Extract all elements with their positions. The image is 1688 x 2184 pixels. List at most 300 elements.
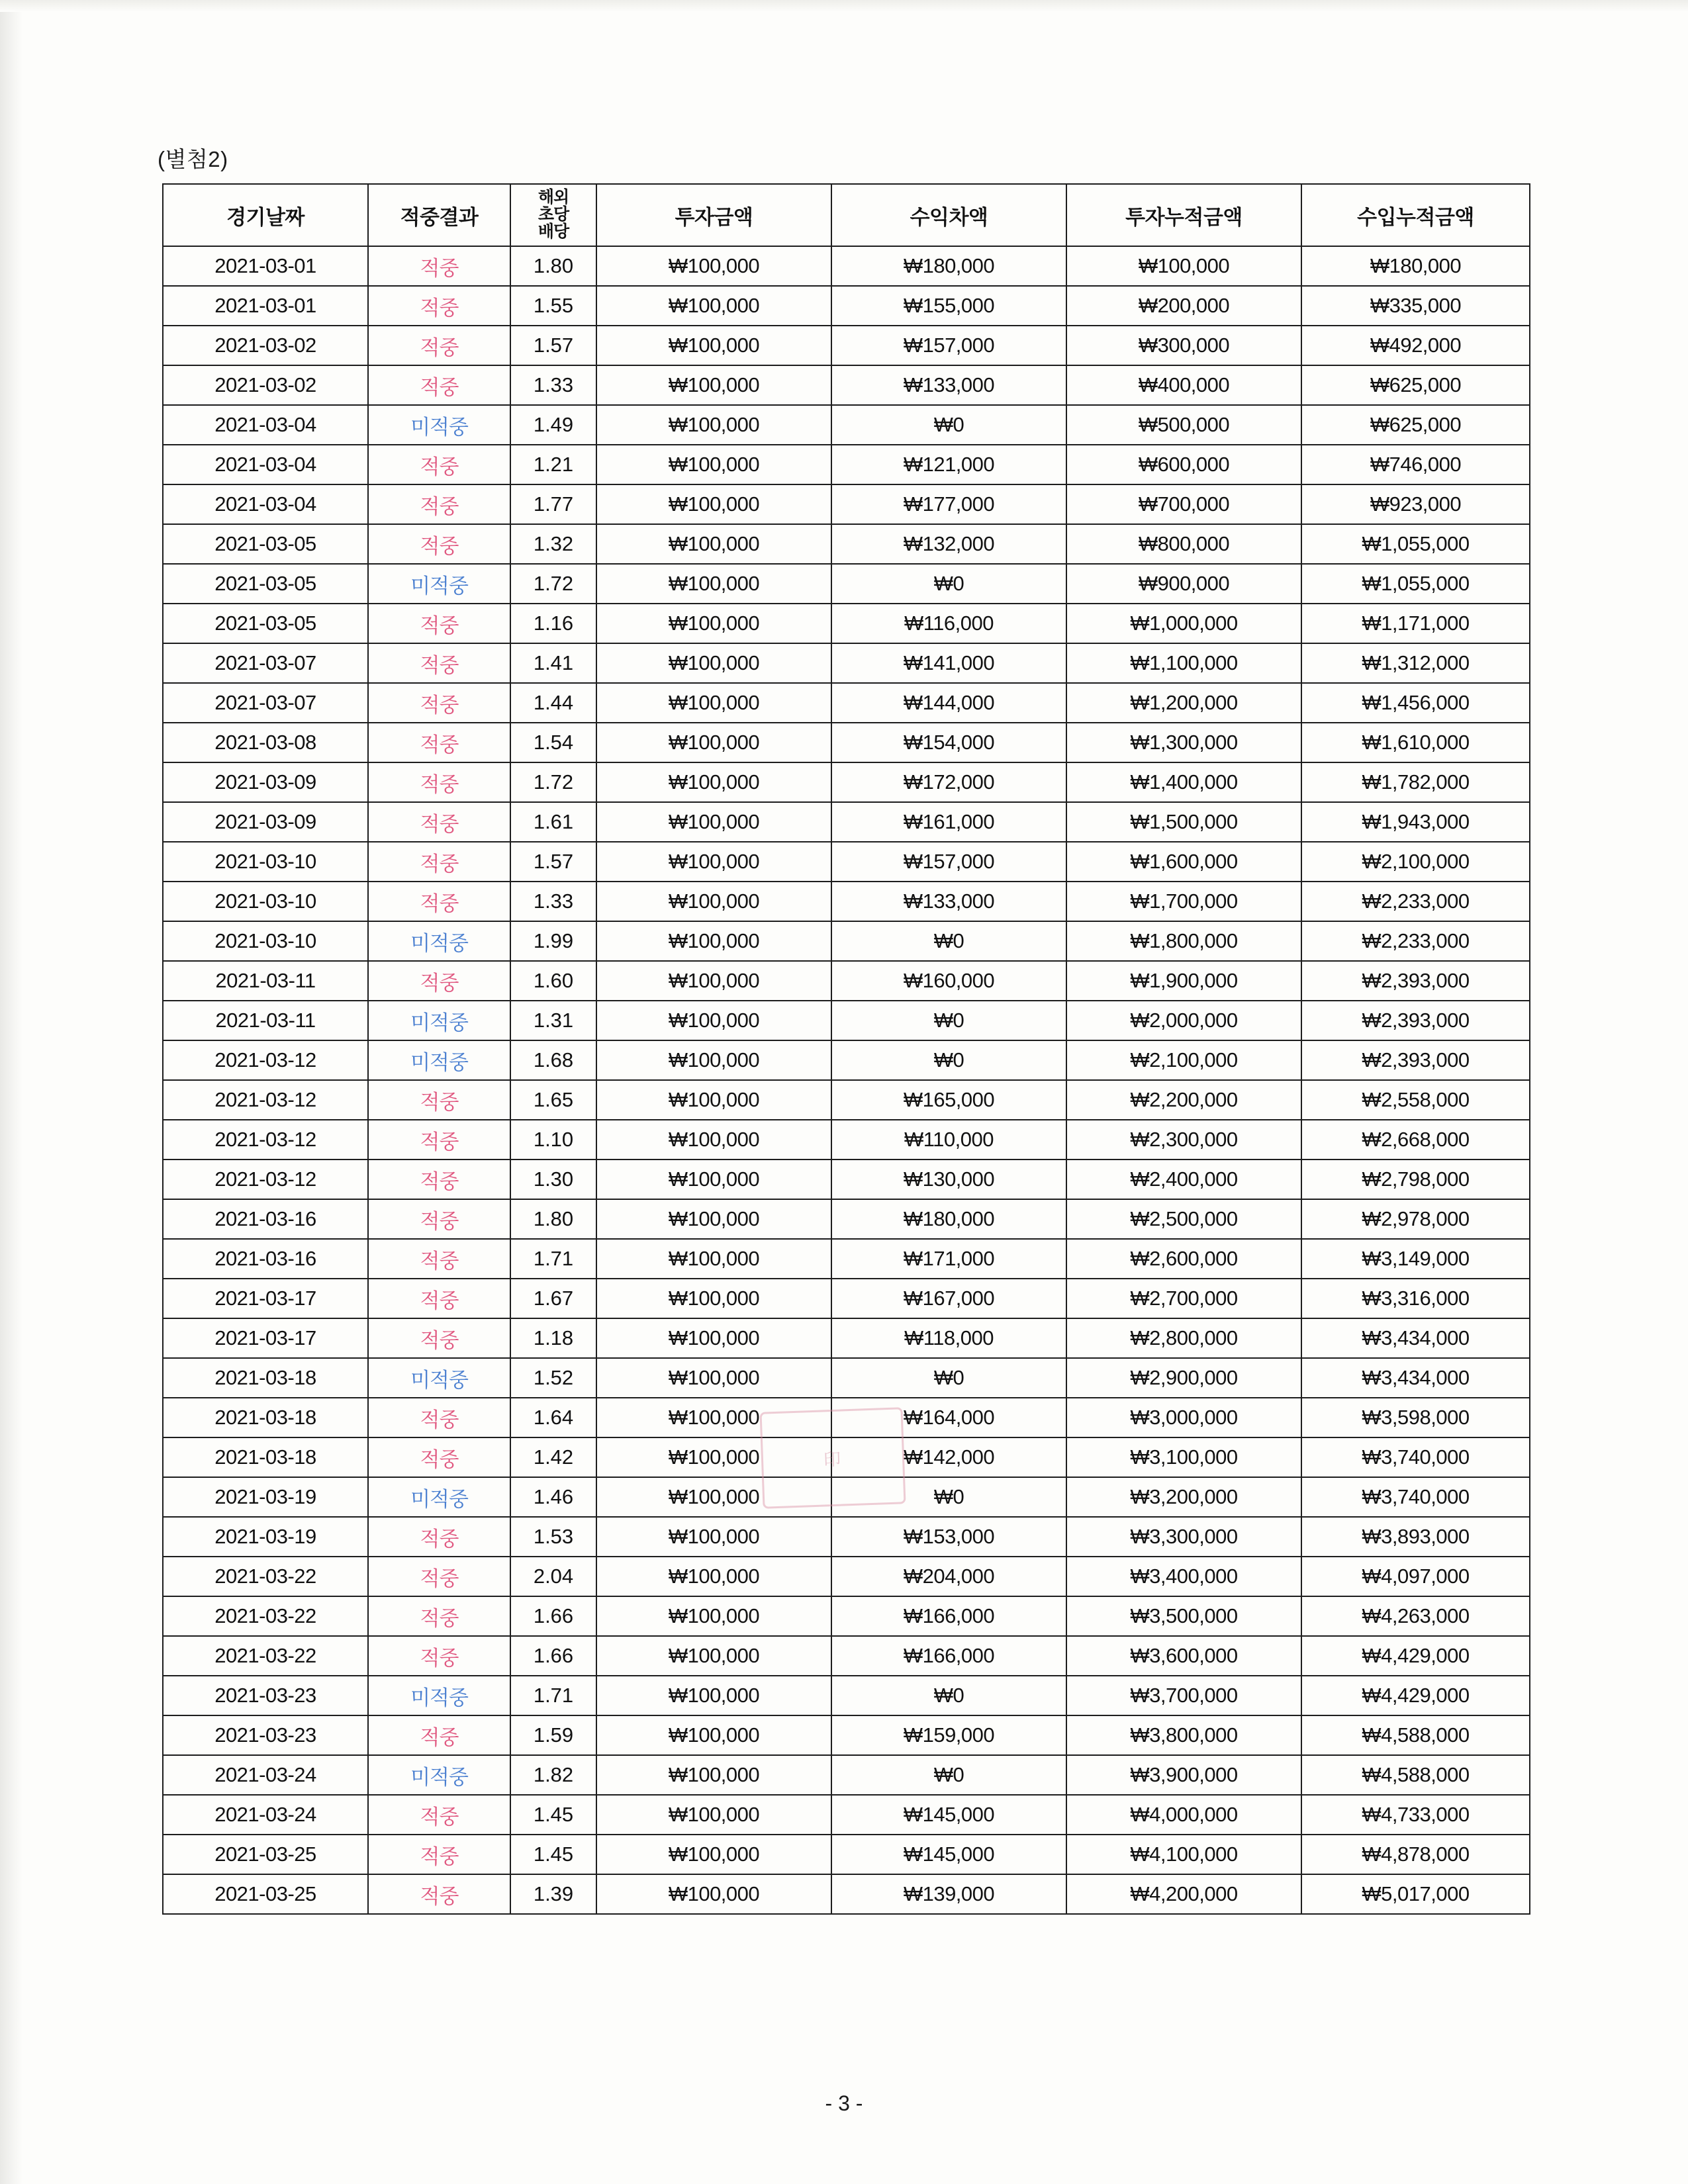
cell-date: 2021-03-17 — [163, 1318, 368, 1358]
cell-odds: 1.32 — [510, 524, 596, 564]
table-row — [163, 802, 1530, 842]
cell-date: 2021-03-25 — [163, 1835, 368, 1874]
cell-odds: 1.30 — [510, 1160, 596, 1199]
cell-profit: ₩157,000 — [831, 842, 1066, 882]
cell-profit: ₩180,000 — [831, 1199, 1066, 1239]
cell-date: 2021-03-02 — [163, 326, 368, 365]
cell-odds: 1.60 — [510, 961, 596, 1001]
cell-cumulative-bet: ₩3,000,000 — [1066, 1398, 1301, 1437]
table-row — [163, 1715, 1530, 1755]
cell-cumulative-income: ₩1,610,000 — [1301, 723, 1530, 762]
table-row — [163, 1636, 1530, 1676]
cell-bet-amount: ₩100,000 — [596, 365, 831, 405]
cell-date: 2021-03-02 — [163, 365, 368, 405]
cell-odds: 1.65 — [510, 1080, 596, 1120]
cell-result: 적중 — [368, 1160, 510, 1199]
cell-cumulative-income: ₩3,740,000 — [1301, 1477, 1530, 1517]
cell-cumulative-bet: ₩2,300,000 — [1066, 1120, 1301, 1160]
cell-bet-amount: ₩100,000 — [596, 1676, 831, 1715]
cell-odds: 1.77 — [510, 484, 596, 524]
cell-profit: ₩154,000 — [831, 723, 1066, 762]
cell-cumulative-income: ₩2,558,000 — [1301, 1080, 1530, 1120]
cell-cumulative-bet: ₩3,600,000 — [1066, 1636, 1301, 1676]
cell-profit: ₩118,000 — [831, 1318, 1066, 1358]
column-header-cumulative-bet: 투자누적금액 — [1066, 184, 1301, 246]
cell-odds: 1.66 — [510, 1596, 596, 1636]
cell-cumulative-bet: ₩2,400,000 — [1066, 1160, 1301, 1199]
cell-date: 2021-03-12 — [163, 1120, 368, 1160]
cell-bet-amount: ₩100,000 — [596, 1279, 831, 1318]
cell-cumulative-income: ₩1,456,000 — [1301, 683, 1530, 723]
cell-cumulative-bet: ₩1,000,000 — [1066, 604, 1301, 643]
cell-bet-amount: ₩100,000 — [596, 961, 831, 1001]
cell-cumulative-income: ₩4,588,000 — [1301, 1755, 1530, 1795]
cell-cumulative-bet: ₩600,000 — [1066, 445, 1301, 484]
cell-odds: 1.42 — [510, 1437, 596, 1477]
cell-result: 미적중 — [368, 1676, 510, 1715]
cell-cumulative-bet: ₩1,500,000 — [1066, 802, 1301, 842]
cell-result: 적중 — [368, 1199, 510, 1239]
cell-date: 2021-03-23 — [163, 1676, 368, 1715]
cell-bet-amount: ₩100,000 — [596, 1199, 831, 1239]
cell-date: 2021-03-08 — [163, 723, 368, 762]
cell-result: 미적중 — [368, 405, 510, 445]
cell-bet-amount: ₩100,000 — [596, 643, 831, 683]
cell-date: 2021-03-18 — [163, 1398, 368, 1437]
cell-cumulative-bet: ₩3,900,000 — [1066, 1755, 1301, 1795]
cell-bet-amount: ₩100,000 — [596, 1874, 831, 1914]
cell-profit: ₩0 — [831, 1676, 1066, 1715]
cell-cumulative-bet: ₩4,100,000 — [1066, 1835, 1301, 1874]
table-row — [163, 405, 1530, 445]
cell-profit: ₩0 — [831, 921, 1066, 961]
cell-profit: ₩165,000 — [831, 1080, 1066, 1120]
cell-bet-amount: ₩100,000 — [596, 762, 831, 802]
cell-odds: 1.99 — [510, 921, 596, 961]
column-header-odds-line2: 초당 — [538, 205, 569, 224]
table-row — [163, 1795, 1530, 1835]
cell-date: 2021-03-22 — [163, 1557, 368, 1596]
cell-cumulative-bet: ₩300,000 — [1066, 326, 1301, 365]
cell-cumulative-income: ₩2,978,000 — [1301, 1199, 1530, 1239]
cell-cumulative-bet: ₩4,200,000 — [1066, 1874, 1301, 1914]
cell-profit: ₩0 — [831, 1358, 1066, 1398]
cell-date: 2021-03-12 — [163, 1040, 368, 1080]
cell-cumulative-income: ₩746,000 — [1301, 445, 1530, 484]
cell-bet-amount: ₩100,000 — [596, 1437, 831, 1477]
cell-result: 적중 — [368, 882, 510, 921]
cell-odds: 1.80 — [510, 246, 596, 286]
cell-date: 2021-03-12 — [163, 1160, 368, 1199]
table-row — [163, 1755, 1530, 1795]
cell-bet-amount: ₩100,000 — [596, 683, 831, 723]
cell-cumulative-income: ₩2,233,000 — [1301, 882, 1530, 921]
cell-cumulative-bet: ₩3,400,000 — [1066, 1557, 1301, 1596]
ledger-table-container — [162, 183, 1483, 1915]
cell-cumulative-bet: ₩800,000 — [1066, 524, 1301, 564]
cell-bet-amount: ₩100,000 — [596, 802, 831, 842]
cell-profit: ₩180,000 — [831, 246, 1066, 286]
cell-profit: ₩204,000 — [831, 1557, 1066, 1596]
cell-date: 2021-03-25 — [163, 1874, 368, 1914]
cell-cumulative-bet: ₩900,000 — [1066, 564, 1301, 604]
column-header-profit: 수익차액 — [831, 184, 1066, 246]
cell-profit: ₩144,000 — [831, 683, 1066, 723]
cell-bet-amount: ₩100,000 — [596, 604, 831, 643]
table-row — [163, 921, 1530, 961]
cell-cumulative-bet: ₩3,300,000 — [1066, 1517, 1301, 1557]
cell-result: 적중 — [368, 524, 510, 564]
cell-profit: ₩133,000 — [831, 365, 1066, 405]
cell-cumulative-bet: ₩400,000 — [1066, 365, 1301, 405]
table-row — [163, 1676, 1530, 1715]
cell-bet-amount: ₩100,000 — [596, 445, 831, 484]
cell-odds: 1.49 — [510, 405, 596, 445]
cell-odds: 1.33 — [510, 365, 596, 405]
table-row — [163, 643, 1530, 683]
table-row — [163, 842, 1530, 882]
cell-date: 2021-03-07 — [163, 683, 368, 723]
cell-bet-amount: ₩100,000 — [596, 1477, 831, 1517]
cell-profit: ₩110,000 — [831, 1120, 1066, 1160]
cell-result: 적중 — [368, 246, 510, 286]
cell-date: 2021-03-16 — [163, 1239, 368, 1279]
table-row — [163, 1398, 1530, 1437]
cell-date: 2021-03-16 — [163, 1199, 368, 1239]
cell-cumulative-income: ₩335,000 — [1301, 286, 1530, 326]
cell-bet-amount: ₩100,000 — [596, 882, 831, 921]
cell-cumulative-bet: ₩2,600,000 — [1066, 1239, 1301, 1279]
cell-odds: 1.82 — [510, 1755, 596, 1795]
cell-profit: ₩160,000 — [831, 961, 1066, 1001]
cell-bet-amount: ₩100,000 — [596, 286, 831, 326]
cell-cumulative-income: ₩492,000 — [1301, 326, 1530, 365]
cell-profit: ₩139,000 — [831, 1874, 1066, 1914]
table-row — [163, 1160, 1530, 1199]
cell-date: 2021-03-05 — [163, 604, 368, 643]
cell-result: 적중 — [368, 1398, 510, 1437]
cell-cumulative-bet: ₩1,200,000 — [1066, 683, 1301, 723]
cell-bet-amount: ₩100,000 — [596, 1715, 831, 1755]
cell-bet-amount: ₩100,000 — [596, 1120, 831, 1160]
cell-result: 적중 — [368, 326, 510, 365]
cell-cumulative-income: ₩3,434,000 — [1301, 1318, 1530, 1358]
cell-profit: ₩0 — [831, 1001, 1066, 1040]
cell-cumulative-bet: ₩2,100,000 — [1066, 1040, 1301, 1080]
cell-bet-amount: ₩100,000 — [596, 1160, 831, 1199]
cell-profit: ₩171,000 — [831, 1239, 1066, 1279]
cell-cumulative-income: ₩2,100,000 — [1301, 842, 1530, 882]
cell-result: 적중 — [368, 1318, 510, 1358]
table-row — [163, 1596, 1530, 1636]
cell-cumulative-income: ₩3,434,000 — [1301, 1358, 1530, 1398]
cell-bet-amount: ₩100,000 — [596, 1596, 831, 1636]
cell-cumulative-bet: ₩3,100,000 — [1066, 1437, 1301, 1477]
cell-bet-amount: ₩100,000 — [596, 1835, 831, 1874]
cell-odds: 1.68 — [510, 1040, 596, 1080]
cell-bet-amount: ₩100,000 — [596, 564, 831, 604]
cell-cumulative-income: ₩1,943,000 — [1301, 802, 1530, 842]
cell-result: 적중 — [368, 683, 510, 723]
column-header-cumulative-income: 수입누적금액 — [1301, 184, 1530, 246]
cell-profit: ₩166,000 — [831, 1636, 1066, 1676]
column-header-odds-line3: 배당 — [538, 222, 569, 241]
cell-bet-amount: ₩100,000 — [596, 1001, 831, 1040]
cell-odds: 1.21 — [510, 445, 596, 484]
cell-date: 2021-03-11 — [163, 1001, 368, 1040]
cell-date: 2021-03-19 — [163, 1517, 368, 1557]
page-number-footer: - 3 - — [825, 2091, 863, 2115]
table-row — [163, 1239, 1530, 1279]
table-row — [163, 762, 1530, 802]
table-row — [163, 1279, 1530, 1318]
cell-date: 2021-03-12 — [163, 1080, 368, 1120]
table-body — [163, 246, 1530, 1914]
cell-bet-amount: ₩100,000 — [596, 1795, 831, 1835]
table-row — [163, 1557, 1530, 1596]
cell-odds: 1.59 — [510, 1715, 596, 1755]
cell-odds: 1.64 — [510, 1398, 596, 1437]
cell-cumulative-income: ₩4,733,000 — [1301, 1795, 1530, 1835]
cell-result: 미적중 — [368, 1755, 510, 1795]
cell-bet-amount: ₩100,000 — [596, 921, 831, 961]
cell-date: 2021-03-05 — [163, 524, 368, 564]
cell-cumulative-bet: ₩3,200,000 — [1066, 1477, 1301, 1517]
column-header-bet-amount: 투자금액 — [596, 184, 831, 246]
cell-date: 2021-03-22 — [163, 1596, 368, 1636]
cell-bet-amount: ₩100,000 — [596, 1080, 831, 1120]
cell-profit: ₩0 — [831, 405, 1066, 445]
table-row — [163, 326, 1530, 365]
cell-profit: ₩0 — [831, 1477, 1066, 1517]
cell-date: 2021-03-17 — [163, 1279, 368, 1318]
table-header-row — [163, 184, 1530, 246]
investment-ledger-table — [162, 183, 1530, 1915]
cell-cumulative-income: ₩3,316,000 — [1301, 1279, 1530, 1318]
cell-result: 적중 — [368, 1715, 510, 1755]
table-row — [163, 1437, 1530, 1477]
attachment-label: (별첨2) — [158, 147, 228, 171]
cell-date: 2021-03-23 — [163, 1715, 368, 1755]
cell-bet-amount: ₩100,000 — [596, 326, 831, 365]
cell-cumulative-bet: ₩3,700,000 — [1066, 1676, 1301, 1715]
cell-profit: ₩142,000 — [831, 1437, 1066, 1477]
cell-odds: 1.41 — [510, 643, 596, 683]
cell-odds: 1.52 — [510, 1358, 596, 1398]
cell-result: 적중 — [368, 1120, 510, 1160]
cell-bet-amount: ₩100,000 — [596, 842, 831, 882]
cell-odds: 1.10 — [510, 1120, 596, 1160]
cell-date: 2021-03-18 — [163, 1358, 368, 1398]
cell-cumulative-bet: ₩2,900,000 — [1066, 1358, 1301, 1398]
cell-cumulative-income: ₩1,055,000 — [1301, 564, 1530, 604]
cell-result: 적중 — [368, 1874, 510, 1914]
cell-date: 2021-03-22 — [163, 1636, 368, 1676]
cell-cumulative-bet: ₩700,000 — [1066, 484, 1301, 524]
cell-date: 2021-03-11 — [163, 961, 368, 1001]
cell-bet-amount: ₩100,000 — [596, 524, 831, 564]
cell-odds: 1.46 — [510, 1477, 596, 1517]
cell-bet-amount: ₩100,000 — [596, 1358, 831, 1398]
cell-cumulative-income: ₩625,000 — [1301, 405, 1530, 445]
cell-cumulative-income: ₩2,393,000 — [1301, 1001, 1530, 1040]
table-row — [163, 961, 1530, 1001]
cell-odds: 1.57 — [510, 842, 596, 882]
cell-result: 적중 — [368, 604, 510, 643]
cell-date: 2021-03-01 — [163, 246, 368, 286]
cell-bet-amount: ₩100,000 — [596, 405, 831, 445]
cell-odds: 1.31 — [510, 1001, 596, 1040]
cell-result: 적중 — [368, 1596, 510, 1636]
cell-cumulative-bet: ₩4,000,000 — [1066, 1795, 1301, 1835]
cell-profit: ₩133,000 — [831, 882, 1066, 921]
cell-result: 미적중 — [368, 921, 510, 961]
cell-cumulative-bet: ₩1,900,000 — [1066, 961, 1301, 1001]
cell-bet-amount: ₩100,000 — [596, 1557, 831, 1596]
cell-cumulative-bet: ₩3,800,000 — [1066, 1715, 1301, 1755]
cell-odds: 1.54 — [510, 723, 596, 762]
cell-cumulative-income: ₩1,782,000 — [1301, 762, 1530, 802]
table-header — [163, 184, 1530, 246]
cell-cumulative-income: ₩1,312,000 — [1301, 643, 1530, 683]
cell-odds: 1.18 — [510, 1318, 596, 1358]
cell-cumulative-bet: ₩500,000 — [1066, 405, 1301, 445]
cell-cumulative-bet: ₩100,000 — [1066, 246, 1301, 286]
cell-result: 적중 — [368, 445, 510, 484]
cell-profit: ₩145,000 — [831, 1835, 1066, 1874]
cell-result: 미적중 — [368, 1001, 510, 1040]
cell-odds: 1.16 — [510, 604, 596, 643]
table-row — [163, 1199, 1530, 1239]
cell-profit: ₩157,000 — [831, 326, 1066, 365]
cell-cumulative-income: ₩4,263,000 — [1301, 1596, 1530, 1636]
cell-result: 적중 — [368, 762, 510, 802]
cell-profit: ₩161,000 — [831, 802, 1066, 842]
table-row — [163, 1080, 1530, 1120]
cell-profit: ₩130,000 — [831, 1160, 1066, 1199]
cell-date: 2021-03-04 — [163, 445, 368, 484]
cell-result: 적중 — [368, 802, 510, 842]
cell-odds: 1.61 — [510, 802, 596, 842]
cell-date: 2021-03-01 — [163, 286, 368, 326]
cell-odds: 1.72 — [510, 762, 596, 802]
cell-cumulative-bet: ₩2,700,000 — [1066, 1279, 1301, 1318]
cell-profit: ₩177,000 — [831, 484, 1066, 524]
cell-cumulative-income: ₩4,588,000 — [1301, 1715, 1530, 1755]
cell-profit: ₩132,000 — [831, 524, 1066, 564]
cell-cumulative-bet: ₩2,000,000 — [1066, 1001, 1301, 1040]
cell-cumulative-bet: ₩1,300,000 — [1066, 723, 1301, 762]
cell-result: 적중 — [368, 1835, 510, 1874]
cell-date: 2021-03-24 — [163, 1755, 368, 1795]
cell-date: 2021-03-09 — [163, 762, 368, 802]
cell-bet-amount: ₩100,000 — [596, 246, 831, 286]
cell-date: 2021-03-10 — [163, 921, 368, 961]
table-row — [163, 1517, 1530, 1557]
cell-odds: 1.33 — [510, 882, 596, 921]
cell-result: 적중 — [368, 1557, 510, 1596]
cell-cumulative-bet: ₩2,800,000 — [1066, 1318, 1301, 1358]
cell-result: 적중 — [368, 484, 510, 524]
cell-cumulative-income: ₩625,000 — [1301, 365, 1530, 405]
cell-cumulative-income: ₩4,097,000 — [1301, 1557, 1530, 1596]
cell-odds: 1.45 — [510, 1795, 596, 1835]
cell-cumulative-bet: ₩200,000 — [1066, 286, 1301, 326]
cell-odds: 1.55 — [510, 286, 596, 326]
scan-edge-shadow-top — [0, 0, 1688, 12]
cell-result: 적중 — [368, 1795, 510, 1835]
column-header-date: 경기날짜 — [163, 184, 368, 246]
cell-profit: ₩121,000 — [831, 445, 1066, 484]
cell-cumulative-bet: ₩2,500,000 — [1066, 1199, 1301, 1239]
table-row — [163, 1874, 1530, 1914]
cell-bet-amount: ₩100,000 — [596, 1636, 831, 1676]
cell-cumulative-income: ₩1,171,000 — [1301, 604, 1530, 643]
cell-profit: ₩0 — [831, 1755, 1066, 1795]
cell-date: 2021-03-10 — [163, 882, 368, 921]
cell-cumulative-bet: ₩2,200,000 — [1066, 1080, 1301, 1120]
cell-odds: 1.57 — [510, 326, 596, 365]
table-row — [163, 1040, 1530, 1080]
cell-cumulative-income: ₩2,798,000 — [1301, 1160, 1530, 1199]
cell-cumulative-income: ₩2,393,000 — [1301, 1040, 1530, 1080]
cell-cumulative-income: ₩4,878,000 — [1301, 1835, 1530, 1874]
cell-date: 2021-03-10 — [163, 842, 368, 882]
cell-cumulative-income: ₩2,668,000 — [1301, 1120, 1530, 1160]
cell-odds: 2.04 — [510, 1557, 596, 1596]
cell-odds: 1.72 — [510, 564, 596, 604]
cell-bet-amount: ₩100,000 — [596, 1318, 831, 1358]
cell-odds: 1.71 — [510, 1676, 596, 1715]
table-row — [163, 445, 1530, 484]
cell-result: 적중 — [368, 1437, 510, 1477]
cell-date: 2021-03-05 — [163, 564, 368, 604]
cell-odds: 1.80 — [510, 1199, 596, 1239]
cell-profit: ₩167,000 — [831, 1279, 1066, 1318]
cell-result: 미적중 — [368, 1477, 510, 1517]
cell-cumulative-bet: ₩1,400,000 — [1066, 762, 1301, 802]
cell-profit: ₩155,000 — [831, 286, 1066, 326]
cell-cumulative-income: ₩3,893,000 — [1301, 1517, 1530, 1557]
cell-bet-amount: ₩100,000 — [596, 1755, 831, 1795]
cell-cumulative-bet: ₩1,700,000 — [1066, 882, 1301, 921]
cell-profit: ₩0 — [831, 564, 1066, 604]
table-row — [163, 723, 1530, 762]
cell-date: 2021-03-07 — [163, 643, 368, 683]
cell-profit: ₩164,000 — [831, 1398, 1066, 1437]
cell-cumulative-bet: ₩1,800,000 — [1066, 921, 1301, 961]
cell-odds: 1.45 — [510, 1835, 596, 1874]
column-header-result: 적중결과 — [368, 184, 510, 246]
cell-result: 적중 — [368, 1080, 510, 1120]
cell-date: 2021-03-04 — [163, 405, 368, 445]
cell-date: 2021-03-04 — [163, 484, 368, 524]
cell-result: 적중 — [368, 1239, 510, 1279]
table-row — [163, 604, 1530, 643]
cell-profit: ₩116,000 — [831, 604, 1066, 643]
cell-cumulative-income: ₩5,017,000 — [1301, 1874, 1530, 1914]
cell-bet-amount: ₩100,000 — [596, 723, 831, 762]
cell-cumulative-income: ₩923,000 — [1301, 484, 1530, 524]
cell-result: 적중 — [368, 643, 510, 683]
table-row — [163, 1120, 1530, 1160]
cell-cumulative-income: ₩4,429,000 — [1301, 1676, 1530, 1715]
cell-profit: ₩153,000 — [831, 1517, 1066, 1557]
scan-edge-shadow-left — [0, 0, 23, 2184]
cell-date: 2021-03-19 — [163, 1477, 368, 1517]
cell-profit: ₩166,000 — [831, 1596, 1066, 1636]
cell-cumulative-bet: ₩1,600,000 — [1066, 842, 1301, 882]
